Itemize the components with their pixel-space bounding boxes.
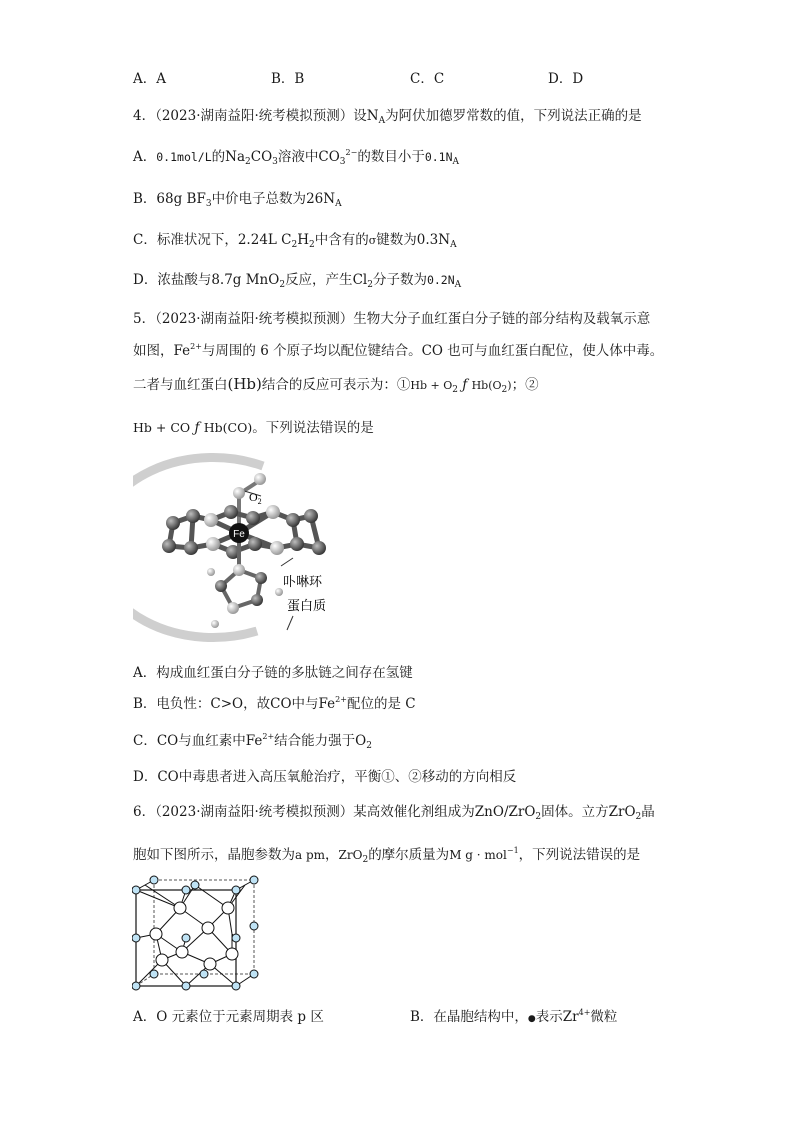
q4-option-a: A．0.1mol/L的$Na_2CO_3$溶液中$CO_3^{2-}$的数目小于$0.1N_A$ xyxy=(133,148,460,167)
q5-option-a: A．构成血红蛋白分子链的多肽链之间存在氢键 xyxy=(133,665,413,681)
q6-stem-line1: 6．（2023·湖南益阳·统考模拟预测）某高效催化剂组成为ZnO/ZrO$_2$固体。立方ZrO$_2$晶 xyxy=(133,804,655,822)
oxygen-atom xyxy=(233,487,245,499)
o2-label: $O_2$ xyxy=(249,490,262,506)
histidine-atom xyxy=(255,572,267,584)
histidine-atom xyxy=(227,602,239,614)
q5-option-c: C．CO与血红素中$Fe^{2+}$结合能力强于$O_2$ xyxy=(133,732,372,751)
q6-stem-line2: 胞如下图所示，晶胞参数为a pm，ZrO$_2$的摩尔质量为M g · mol$^{-1}$，下列说法错误的是 xyxy=(133,846,641,865)
zro2-unit-cell-figure xyxy=(132,874,266,994)
q5-stem-line1: 5．（2023·湖南益阳·统考模拟预测）生物大分子血红蛋白分子链的部分结构及载氧示意 xyxy=(133,311,651,327)
q5-stem-line4: Hb + CO ƒ Hb(CO)。下列说法错误的是 xyxy=(133,420,374,436)
hydrogen-atom xyxy=(211,620,219,628)
q6-number: 6． xyxy=(133,804,156,820)
q5-option-b: B．电负性：C>O，故CO中与$Fe^{2+}$配位的是 C xyxy=(133,695,416,712)
q6-option-b: B．在晶胞结构中，●表示$Zr^{4+}$微粒 xyxy=(410,1008,618,1025)
q4-stem: 4．（2023·湖南益阳·统考模拟预测）设$N_A$为阿伏加德罗常数的值，下列说法正确的是 xyxy=(133,108,642,126)
q3-option-a: A．A xyxy=(133,71,166,87)
q4-option-c: C．标准状况下，2.24L $C_2H_2$中含有的σ键数为$0.3N_A$ xyxy=(133,232,457,250)
hydrogen-atom xyxy=(275,588,283,596)
unit-cell-diagram xyxy=(132,874,266,994)
q5-number: 5． xyxy=(133,311,156,327)
q4-number: 4． xyxy=(133,108,156,124)
o-ions xyxy=(150,902,238,970)
fe-label: Fe xyxy=(233,529,245,540)
hydrogen-atom xyxy=(207,568,215,576)
q5-stem-line3: 二者与血红蛋白(Hb)结合的反应可表示为：①Hb + $O_2$ ƒ $Hb(O_2)$；② xyxy=(133,375,539,395)
histidine-atom xyxy=(215,580,227,592)
histidine-atom xyxy=(251,594,263,606)
q5-option-d: D．CO中毒患者进入高压氧舱治疗，平衡①、②移动的方向相反 xyxy=(133,769,517,785)
heme-diagram xyxy=(133,448,373,648)
q4-source: （2023·湖南益阳·统考模拟预测） xyxy=(155,108,354,124)
q5-source: （2023·湖南益阳·统考模拟预测） xyxy=(155,311,354,327)
q3-option-c: C．C xyxy=(410,71,445,87)
q4-option-d: D．浓盐酸与8.7g MnO$_2$反应，产生$Cl_2$分子数为$0.2N_A$ xyxy=(133,272,462,290)
q4-option-b: B．68g $BF_3$中价电子总数为$26N_A$ xyxy=(133,191,342,209)
q6-source: （2023·湖南益阳·统考模拟预测） xyxy=(155,804,354,820)
q6-option-a: A．O 元素位于元素周期表 p 区 xyxy=(133,1009,324,1025)
porphyrin-label: 卟啉环 xyxy=(283,575,323,590)
protein-label: 蛋白质 xyxy=(287,599,327,614)
q3-option-b: B．B xyxy=(271,71,305,87)
oxygen-atom xyxy=(254,473,266,485)
histidine-atom xyxy=(233,564,245,576)
q3-option-d: D．D xyxy=(548,71,584,87)
q5-stem-line2: 如图，$Fe^{2+}$与周围的 6 个原子均以配位键结合。CO 也可与血红蛋白配位，使人体中毒。 xyxy=(133,342,664,359)
hemoglobin-figure xyxy=(133,448,373,648)
